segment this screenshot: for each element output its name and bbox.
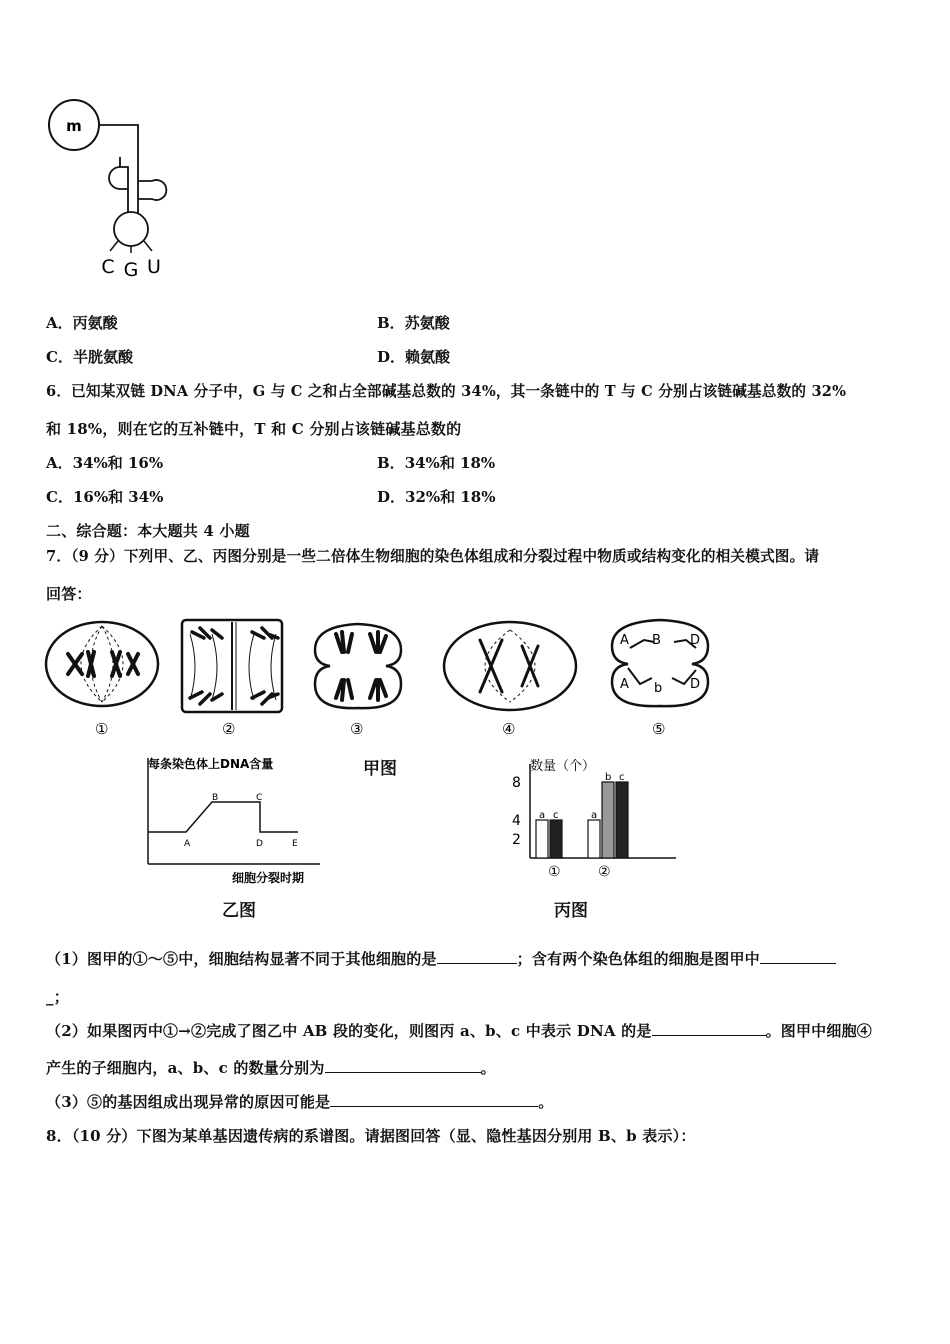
q7-sub1-cont: _； [46,988,69,1006]
q5-option-a[interactable]: A．丙氨酸 [46,314,118,332]
figure-caption-yi: 乙图 [222,901,256,921]
q5-option-d[interactable]: D．赖氨酸 [377,348,451,366]
cell-label: ③ [350,720,364,738]
gene-label: B [652,633,661,648]
q5-option-c[interactable]: C．半胱氨酸 [46,348,133,366]
cell-label: ④ [502,720,516,738]
yi-point-label: A [184,839,191,849]
anticodon-base: C [101,256,115,278]
bing-group-label: ① [548,864,561,880]
yi-point-label: E [292,839,298,849]
bar-label: c [619,772,625,783]
yi-point-label: C [256,793,263,803]
trna-diagram [40,95,180,285]
gene-label: A [620,633,629,648]
cell-label: ⑤ [652,720,666,738]
yi-point-label: B [212,793,219,803]
gene-label: A [620,677,629,692]
cell-3 [315,624,401,738]
chart-bing [500,754,690,884]
bar-label: c [553,810,559,821]
bing-tick-label: 2 [512,832,521,848]
answer-blank[interactable] [437,949,517,964]
yi-ylabel: 每条染色体上DNA含量 [148,757,274,771]
graph-yi [140,752,330,885]
yi-point-label: D [256,839,263,849]
bar-c-group-2 [616,782,628,858]
amino-acid-label: m [66,117,82,135]
bing-ylabel: 数量（个） [530,759,596,774]
bar-a-group-1 [536,820,548,858]
bing-tick-label: 4 [512,813,521,829]
cell-diagrams-jia [40,612,740,742]
cell-1 [46,622,158,738]
cell-2 [182,620,282,738]
yi-xlabel: 细胞分裂时期 [232,871,305,885]
gene-label: D [690,677,701,692]
q6-option-b[interactable]: B．34%和 18% [377,454,496,472]
cell-4 [444,622,576,738]
cell-label: ② [222,720,236,738]
bar-b-group-2 [602,782,614,858]
q6-option-d[interactable]: D．32%和 18% [377,488,496,506]
q6-stem-line1: 6．已知某双链 DNA 分子中，G 与 C 之和占全部碱基总数的 34%，其一条链中的 T 与 C 分别占该链碱基总数的 32% [46,383,847,400]
bar-c-group-1 [550,820,562,858]
q7-stem-line1: 7．（9 分）下列甲、乙、丙图分别是一些二倍体生物细胞的染色体组成和分裂过程中物质或结构变化的相关模式图。请 [46,548,820,565]
figure-caption-bing: 丙图 [554,901,588,921]
section-heading: 二、综合题：本大题共 4 小题 [46,522,250,540]
q6-stem-line2: 和 18%，则在它的互补链中，T 和 C 分别占该链碱基总数的 [46,420,462,438]
bing-group-label: ② [598,864,611,880]
q6-option-c[interactable]: C．16%和 34% [46,488,164,506]
bing-tick-label: 8 [512,775,521,791]
q5-option-b[interactable]: B．苏氨酸 [377,314,450,332]
gene-label: D [690,633,701,648]
cell-5 [612,620,708,738]
bar-label: b [605,772,612,783]
q7-stem-line2: 回答： [46,585,92,603]
answer-blank[interactable] [330,1092,538,1107]
q7-sub2: （2）如果图丙中①→②完成了图乙中 AB 段的变化，则图丙 a、b、c 中表示 DNA 的是 。图甲中细胞④ [46,1022,872,1040]
gene-label: b [654,681,663,696]
q6-option-a[interactable]: A．34%和 16% [46,454,164,472]
figure-caption-jia: 甲图 [363,759,397,779]
bar-a-group-2 [588,820,600,858]
q7-sub3: （3）⑤的基因组成出现异常的原因可能是 。 [46,1093,554,1111]
bar-label: a [591,810,598,821]
anticodon-base: G [123,259,139,281]
cell-label: ① [95,720,109,738]
q8-stem: 8．（10 分）下图为某单基因遗传病的系谱图。请据图回答（显、隐性基因分别用 B、b 表示）： [46,1127,696,1145]
anticodon-base: U [147,256,161,278]
answer-blank[interactable] [760,949,836,964]
answer-blank[interactable] [652,1021,766,1036]
q7-sub1: （1）图甲的①～⑤中，细胞结构显著不同于其他细胞的是 ；含有两个染色体组的细胞是图甲中 [46,948,836,969]
answer-blank[interactable] [325,1058,481,1073]
q7-sub2-cont: 产生的子细胞内，a、b、c 的数量分别为 。 [46,1059,496,1077]
bar-label: a [539,810,546,821]
